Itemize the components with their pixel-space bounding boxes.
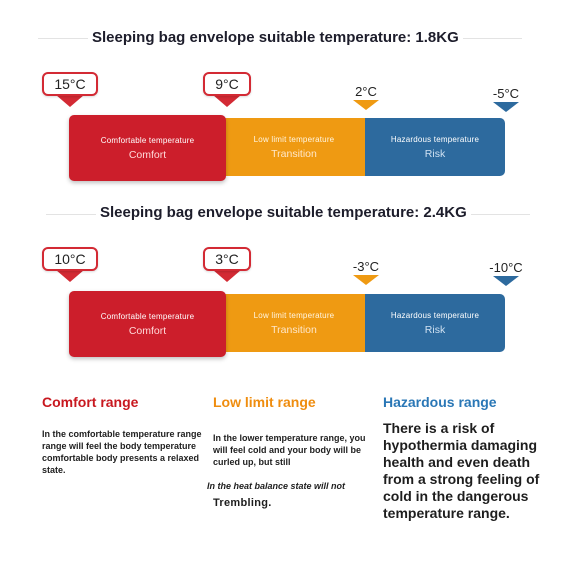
pin-arrow [353, 275, 379, 285]
segment-label: Comfort [128, 148, 167, 161]
segment-label: Risk [424, 323, 446, 336]
column-heading: Low limit range [213, 394, 316, 410]
pin-arrow [493, 102, 519, 112]
column-heading: Hazardous range [383, 394, 497, 410]
segment-subtitle: Low limit temperature [253, 310, 335, 320]
temperature-bar [69, 116, 505, 178]
column-text: In the comfortable temperature range range will feel the body temperature comfortable body presents a relaxed state. [42, 429, 202, 475]
segment-label: Risk [424, 147, 446, 160]
transition-segment [219, 118, 369, 176]
pin-arrow [493, 276, 519, 286]
segment-label: Comfort [128, 324, 167, 337]
pin-label: -3°C [352, 259, 380, 274]
segment-label: Transition [271, 323, 317, 336]
comfort-limit-marker [42, 247, 98, 282]
marker-arrow [56, 95, 84, 107]
comfort-limit-marker [42, 72, 98, 107]
risk-segment [365, 294, 505, 352]
marker-arrow [213, 270, 241, 282]
segment-label: Transition [271, 147, 317, 160]
marker-label: 3°C [203, 247, 251, 271]
hazardous-range-column [383, 394, 553, 522]
segment-subtitle: Comfortable temperature [100, 135, 195, 145]
temperature-bar [69, 292, 505, 354]
comfort-segment [69, 115, 226, 181]
comfort-segment [69, 291, 226, 357]
segment-subtitle: Comfortable temperature [100, 311, 195, 321]
section-title: Sleeping bag envelope suitable temperature: 1.8KG [88, 29, 463, 46]
marker-label: 10°C [42, 247, 97, 271]
transition-end-pin [346, 259, 386, 285]
transition-segment [219, 294, 369, 352]
risk-segment [365, 118, 505, 176]
comfort-range-column [42, 394, 202, 476]
pin-label: 2°C [355, 84, 377, 99]
column-heading: Comfort range [42, 394, 139, 410]
pin-arrow [353, 100, 379, 110]
column-text: There is a risk of hypothermia damaging health and even death from a strong feeling of cold in the dangerous temperature range. [383, 420, 540, 521]
low-limit-marker [199, 247, 255, 282]
column-text: Trembling. [213, 497, 272, 509]
section-title: Sleeping bag envelope suitable temperature: 2.4KG [96, 204, 471, 221]
transition-end-pin [346, 84, 386, 110]
risk-pin [486, 86, 526, 112]
risk-pin [486, 260, 526, 286]
segment-subtitle: Low limit temperature [253, 134, 335, 144]
pin-label: -5°C [492, 86, 520, 101]
marker-label: 9°C [203, 72, 251, 96]
marker-label: 15°C [42, 72, 97, 96]
low-limit-marker [199, 72, 255, 107]
segment-subtitle: Hazardous temperature [390, 310, 480, 320]
pin-label: -10°C [489, 260, 523, 275]
low-limit-range-column [207, 394, 373, 509]
marker-arrow [56, 270, 84, 282]
segment-subtitle: Hazardous temperature [390, 134, 480, 144]
marker-arrow [213, 95, 241, 107]
column-text: In the heat balance state will not [207, 481, 346, 491]
column-text: In the lower temperature range, you will feel cold and your body will be curled up, but still [213, 433, 366, 467]
